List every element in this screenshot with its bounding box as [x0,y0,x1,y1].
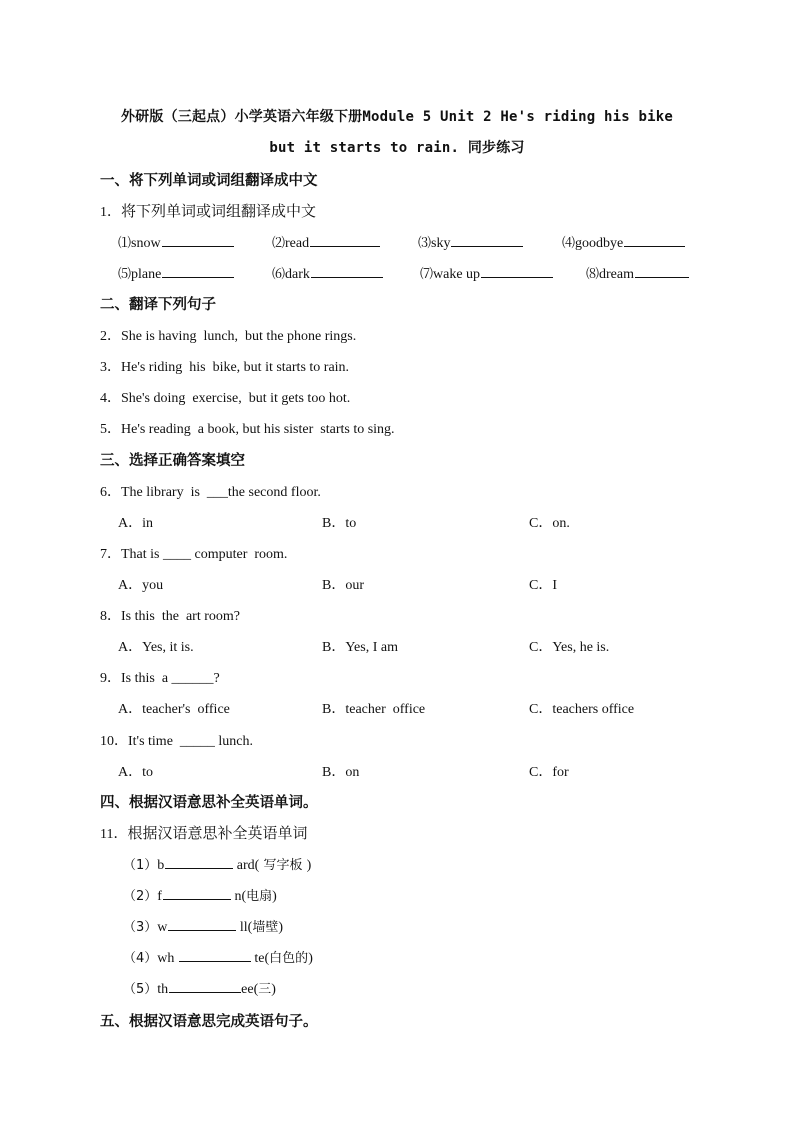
spelling-item [123,854,311,874]
question-1 [100,200,316,221]
answer-blank[interactable] [451,232,523,247]
translate-question [100,387,350,407]
vocab-item [272,232,380,252]
vocab-word: plane [131,267,162,282]
option-c[interactable]: C．for [529,765,569,780]
choice-question [100,605,240,625]
question-text: Is this the art room? [121,609,240,624]
item-number: （4） [123,951,158,966]
spelling-item [123,916,283,936]
option-c[interactable]: C．I [529,578,557,593]
question-number: 2． [100,329,121,344]
answer-blank[interactable] [162,263,234,278]
spelling-item [123,978,276,998]
answer-blank[interactable] [169,978,241,993]
word-start: w [157,920,168,935]
question-number: 9． [100,671,121,686]
word-start: wh [157,951,178,966]
question-text: That is ____ computer room. [121,547,288,562]
answer-blank[interactable] [162,232,234,247]
question-number: 10． [100,734,128,749]
question-text: It's time _____ lunch. [128,734,254,749]
option-c[interactable]: C．on. [529,516,570,531]
word-start: f [157,889,162,904]
question-number: 11． [100,827,128,842]
item-number: （1） [123,858,158,873]
vocab-word: dark [285,267,310,282]
section-heading-5: 五、根据汉语意思完成英语句子。 [100,1014,318,1030]
word-end: ll( [236,920,253,935]
close-paren: ) [278,920,284,935]
close-paren: ) [272,889,277,904]
answer-blank[interactable] [311,263,383,278]
item-number: （3） [123,920,158,935]
option-b[interactable]: B．teacher office [322,702,426,717]
word-end: te( [250,951,270,966]
item-number: （5） [123,982,158,997]
vocab-word: snow [131,236,161,251]
option-a[interactable]: A．to [118,765,153,780]
page-title-line2: but it starts to rain. 同步练习 [269,140,525,156]
chinese-meaning: 白色的 [269,951,309,966]
question-number: 6． [100,485,121,500]
question-text: The library is ___the second floor. [121,485,321,500]
answer-blank[interactable] [635,263,689,278]
vocab-item [272,263,383,283]
answer-blank[interactable] [163,885,231,900]
word-start: th [157,982,169,997]
item-marker: ⑷ [562,236,576,251]
question-text: Is this a ______? [121,671,220,686]
question-number: 3． [100,360,121,375]
chinese-meaning: 写字板 [259,858,307,873]
item-marker: ⑶ [418,236,432,251]
answer-blank[interactable] [624,232,685,247]
vocab-item [118,263,234,283]
question-text: She is having lunch, but the phone rings. [121,329,357,344]
option-c[interactable]: C．teachers office [529,702,635,717]
chinese-meaning: 电扇 [246,889,273,904]
option-c[interactable]: C．Yes, he is. [529,640,610,655]
vocab-word: goodbye [575,236,624,251]
option-a[interactable]: A．you [118,578,164,593]
chinese-meaning: 墙壁 [252,920,279,935]
vocab-item [586,263,689,283]
answer-blank[interactable] [481,263,553,278]
section-heading-1: 一、将下列单词或词组翻译成中文 [100,173,318,189]
option-a[interactable]: A．in [118,516,153,531]
item-number: （2） [123,889,158,904]
translate-question [100,356,349,376]
question-number: 1． [100,205,121,220]
vocab-item [118,232,234,252]
question-text: 将下列单词或词组翻译成中文 [121,202,317,220]
question-text: He's riding his bike, but it starts to rain. [121,360,350,375]
chinese-meaning: 三 [258,982,272,997]
vocab-word: sky [431,236,451,251]
translate-question [100,418,395,438]
close-paren: ) [271,982,276,997]
question-text: 根据汉语意思补全英语单词 [127,824,308,842]
item-marker: ⑸ [118,267,132,282]
item-marker: ⑴ [118,236,132,251]
question-text: He's reading a book, but his sister starts to sing. [121,422,395,437]
word-end: ee( [241,982,259,997]
question-number: 4． [100,391,121,406]
choice-question [100,543,287,563]
option-b[interactable]: B．our [322,578,364,593]
choice-question [100,667,220,687]
vocab-word: dream [599,267,634,282]
section-heading-4: 四、根据汉语意思补全英语单词。 [100,795,318,811]
vocab-item [418,232,523,252]
word-end: n( [230,889,247,904]
choice-question [100,481,321,501]
question-text: She's doing exercise, but it gets too hot. [121,391,351,406]
item-marker: ⑹ [272,267,286,282]
spelling-item [123,947,313,967]
option-a[interactable]: A．teacher's office [118,702,230,717]
vocab-word: read [285,236,310,251]
choice-question [100,730,253,750]
close-paren: ) [308,951,313,966]
answer-blank[interactable] [165,854,233,869]
question-number: 5． [100,422,121,437]
item-marker: ⑻ [586,267,600,282]
option-b[interactable]: B．Yes, I am [322,640,398,655]
spelling-item [123,885,277,905]
vocab-item [420,263,553,283]
close-paren: ) [306,858,312,873]
item-marker: ⑵ [272,236,286,251]
translate-question [100,325,356,345]
question-number: 7． [100,547,121,562]
answer-blank[interactable] [179,947,251,962]
word-start: b [157,858,165,873]
option-b[interactable]: B．to [322,516,357,531]
vocab-item [562,232,685,252]
item-marker: ⑺ [420,267,434,282]
option-b[interactable]: B．on [322,765,360,780]
answer-blank[interactable] [168,916,236,931]
page-title: 外研版（三起点）小学英语六年级下册Module 5 Unit 2 He's riding his bike [120,109,674,125]
question-number: 8． [100,609,121,624]
section-heading-2: 二、翻译下列句子 [100,297,216,313]
option-a[interactable]: A．Yes, it is. [118,640,194,655]
answer-blank[interactable] [310,232,380,247]
vocab-word: wake up [433,267,481,282]
question-11 [100,822,308,843]
section-heading-3: 三、选择正确答案填空 [100,453,245,469]
word-end: ard( [233,858,260,873]
